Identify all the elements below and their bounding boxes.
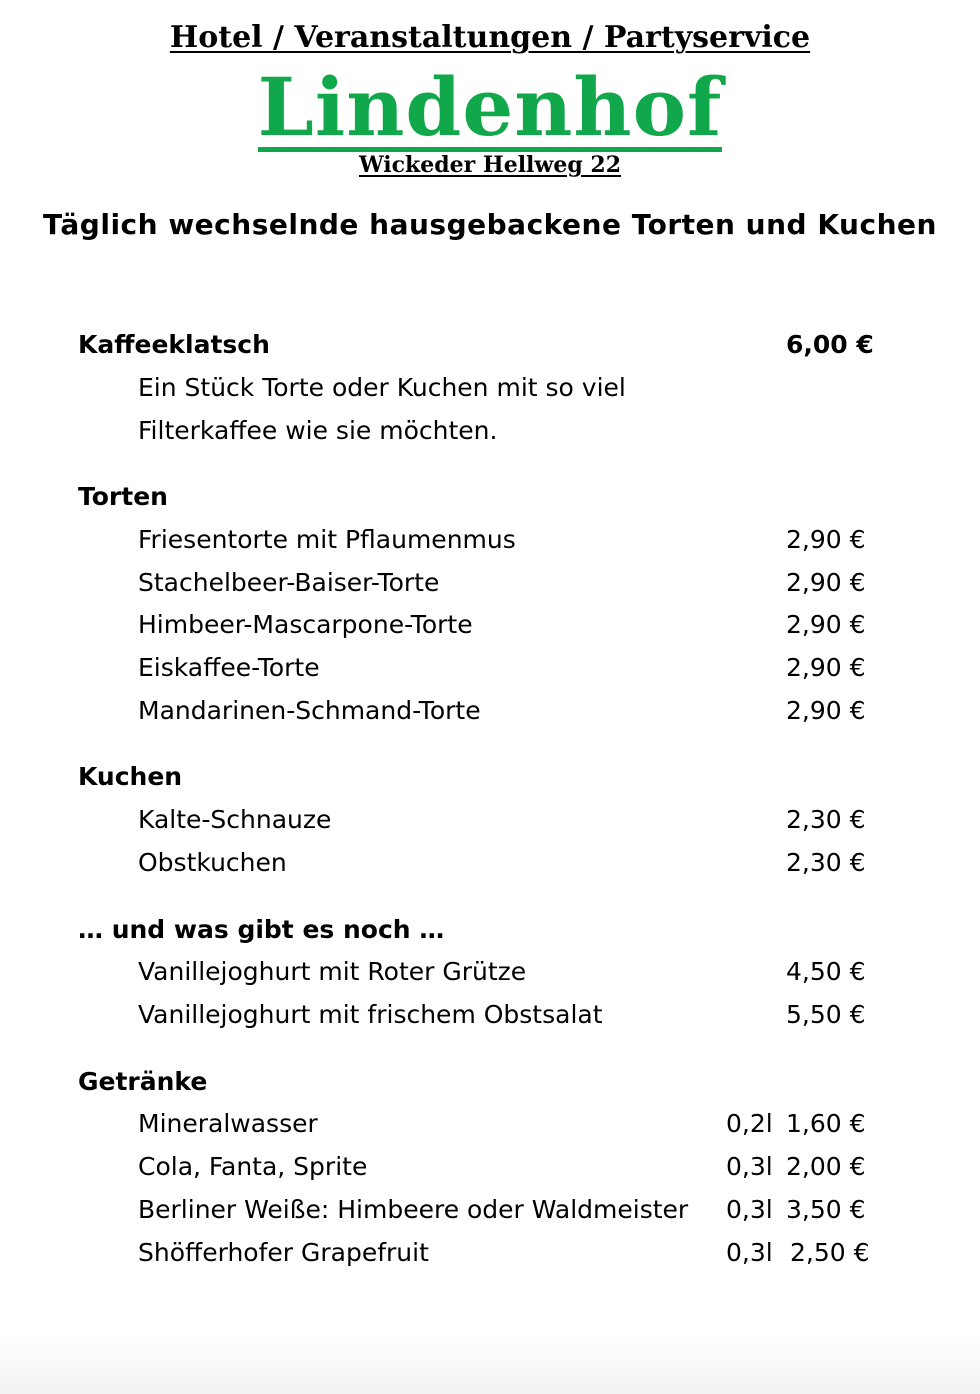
menu-item-price: 2,90 € [786, 653, 866, 682]
menu-item-name: Shöfferhofer Grapefruit [138, 1238, 429, 1267]
menu-item-price: 3,50 € [786, 1195, 866, 1224]
menu-item-name: Friesentorte mit Pflaumenmus [138, 525, 516, 554]
menu-item-price: 2,30 € [786, 848, 866, 877]
menu-item-name: Mandarinen-Schmand-Torte [138, 696, 481, 725]
menu-item-name: Cola, Fanta, Sprite [138, 1152, 368, 1181]
menu-item-price: 1,60 € [786, 1109, 866, 1138]
section-title-torten: Torten [78, 482, 168, 511]
page-bottom-shadow [0, 1334, 980, 1394]
menu-item-price: 2,30 € [786, 805, 866, 834]
section-title-getraenke: Getränke [78, 1067, 208, 1096]
section-title-kaffeeklatsch: Kaffeeklatsch [78, 330, 270, 359]
address-text: Wickeder Hellweg 22 [358, 152, 622, 178]
menu-item-name: Obstkuchen [138, 848, 287, 877]
menu-item-price: 5,50 € [786, 1000, 866, 1029]
menu-item-name: Vanillejoghurt mit frischem Obstsalat [138, 1000, 603, 1029]
menu-item-price: 4,50 € [786, 957, 866, 986]
business-tagline-text: Hotel / Veranstaltungen / Partyservice [169, 20, 811, 55]
menu-item-price: 2,90 € [786, 525, 866, 554]
section-title-kuchen: Kuchen [78, 762, 183, 791]
section-title-extras: … und was gibt es noch … [78, 915, 445, 944]
menu-item-name: Vanillejoghurt mit Roter Grütze [138, 957, 527, 986]
kaffeeklatsch-description-line-2: Filterkaffee wie sie möchten. [138, 416, 498, 445]
menu-item-volume: 0,3l [726, 1195, 773, 1224]
kaffeeklatsch-description-line-1: Ein Stück Torte oder Kuchen mit so viel [138, 373, 626, 402]
menu-item-name: Himbeer-Mascarpone-Torte [138, 610, 473, 639]
menu-item-price: 2,00 € [786, 1152, 866, 1181]
menu-item-price: 2,90 € [786, 610, 866, 639]
menu-item-price: 2,50 € [790, 1238, 870, 1267]
brand-title-text: Lindenhof [257, 60, 723, 154]
menu-item-price: 2,90 € [786, 568, 866, 597]
menu-item-name: Stachelbeer-Baiser-Torte [138, 568, 440, 597]
menu-item-name: Eiskaffee-Torte [138, 653, 320, 682]
menu-item-price: 2,90 € [786, 696, 866, 725]
menu-item-volume: 0,3l [726, 1152, 773, 1181]
menu-item-name: Berliner Weiße: Himbeere oder Waldmeister [138, 1195, 689, 1224]
menu-headline: Täglich wechselnde hausgebackene Torten und Kuchen [43, 208, 937, 241]
price-kaffeeklatsch: 6,00 € [786, 330, 874, 359]
menu-item-name: Kalte-Schnauze [138, 805, 332, 834]
menu-item-volume: 0,3l [726, 1238, 773, 1267]
menu-item-name: Mineralwasser [138, 1109, 318, 1138]
menu-item-volume: 0,2l [726, 1109, 773, 1138]
